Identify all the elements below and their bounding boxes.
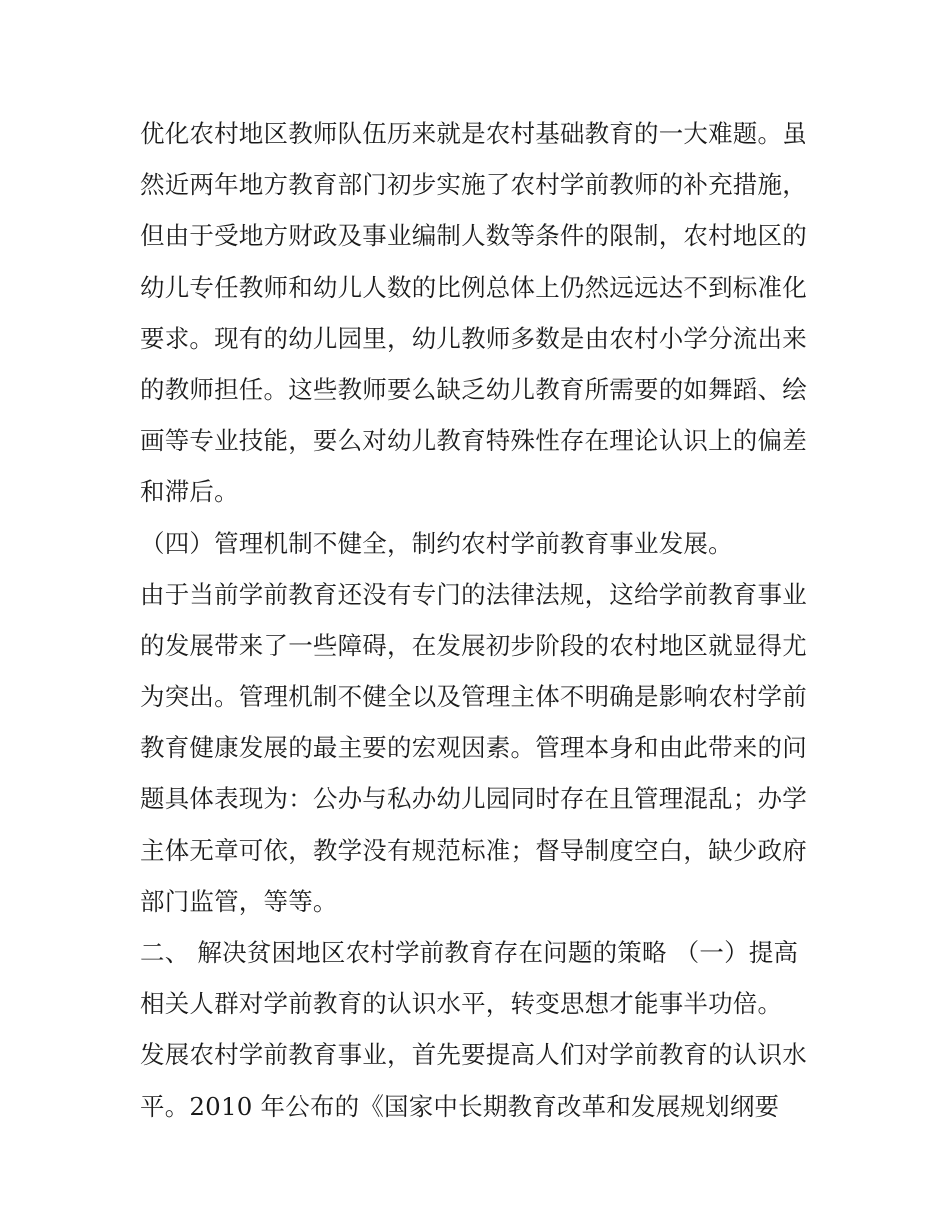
text-line: 优化农村地区教师队伍历来就是农村基础教育的一大难题。虽: [140, 119, 807, 148]
text-line: 幼儿专任教师和幼儿人数的比例总体上仍然远远达不到标准化: [140, 272, 807, 302]
section-heading: （四）管理机制不健全，制约农村学前教育事业发展。: [140, 528, 733, 558]
text-line: 为突出。管理机制不健全以及管理主体不明确是影响农村学前: [140, 682, 807, 712]
section-heading: 二、 解决贫困地区农村学前教育存在问题的策略 （一）提高: [140, 938, 799, 967]
text-line: 由于当前学前教育还没有专门的法律法规，这给学前教育事业: [140, 579, 807, 609]
text-line: 画等专业技能，要么对幼儿教育特殊性存在理论认识上的偏差: [140, 426, 807, 456]
text-line: 主体无章可依，教学没有规范标准；督导制度空白，缺少政府: [140, 835, 807, 865]
text-line: 的教师担任。这些教师要么缺乏幼儿教育所需要的如舞蹈、绘: [140, 374, 807, 404]
text-line: 题具体表现为：公办与私办幼儿园同时存在且管理混乱；办学: [140, 784, 807, 814]
text-line: 和滞后。: [140, 477, 239, 507]
text-line: 要求。现有的幼儿园里，幼儿教师多数是由农村小学分流出来: [140, 323, 807, 353]
text-line: 但由于受地方财政及事业编制人数等条件的限制，农村地区的: [140, 221, 807, 251]
document-body: [140, 108, 840, 1132]
text-line: 教育健康发展的最主要的宏观因素。管理本身和由此带来的问: [140, 733, 807, 763]
text-line: 部门监管，等等。: [140, 886, 338, 916]
text-line: 然近两年地方教育部门初步实施了农村学前教师的补充措施，: [140, 170, 807, 200]
text-line: 发展农村学前教育事业，首先要提高人们对学前教育的认识水: [140, 1040, 807, 1070]
text-line: 的发展带来了一些障碍，在发展初步阶段的农村地区就显得尤: [140, 630, 807, 660]
text-line: 相关人群对学前教育的认识水平，转变思想才能事半功倍。: [140, 989, 783, 1019]
text-line: 平。2010 年公布的《国家中长期教育改革和发展规划纲要: [140, 1091, 780, 1121]
